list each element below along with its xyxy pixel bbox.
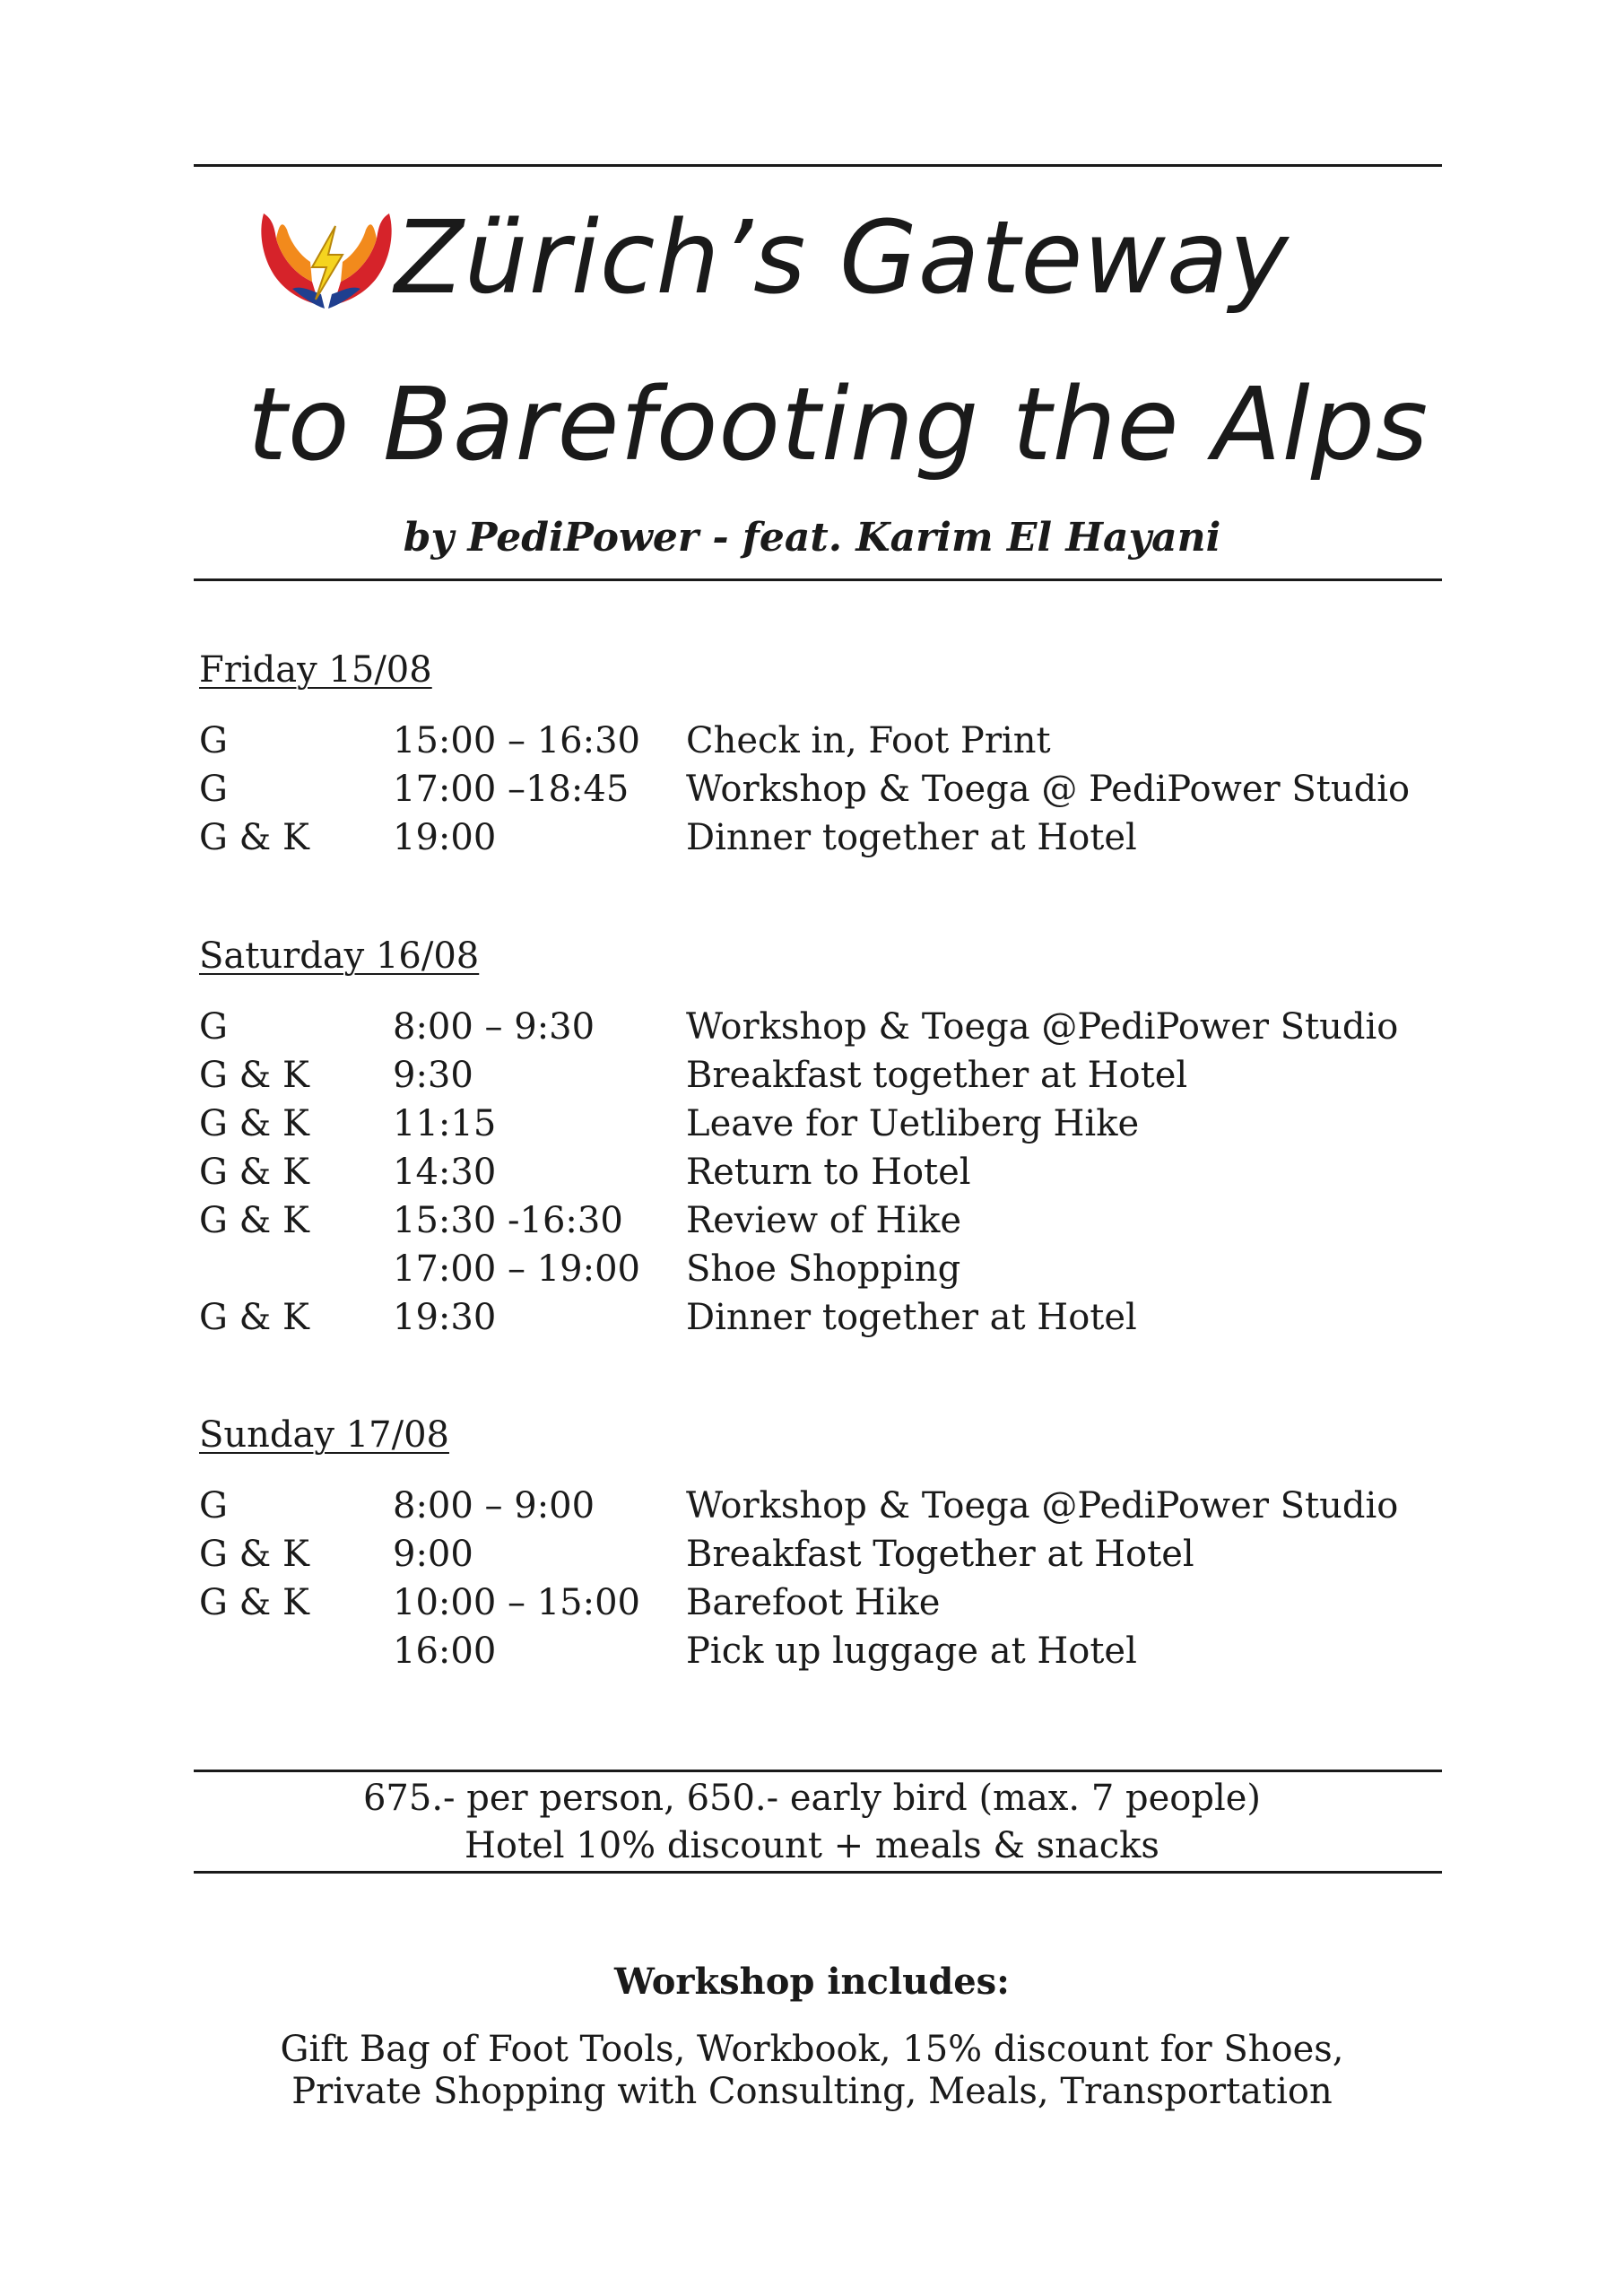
activity: Dinner together at Hotel xyxy=(686,817,1137,858)
title-line-1: Zürich’s Gateway xyxy=(395,200,1290,317)
participants: G & K xyxy=(199,1582,309,1623)
right-wing-blue xyxy=(328,288,360,309)
participants: G & K xyxy=(199,1534,309,1575)
activity: Breakfast Together at Hotel xyxy=(686,1534,1194,1575)
participants: G xyxy=(199,1006,228,1048)
schedule-row xyxy=(0,720,1624,771)
participants: G & K xyxy=(199,1297,309,1338)
schedule-row xyxy=(0,1057,1624,1106)
time-slot: 10:00 – 15:00 xyxy=(393,1582,640,1623)
time-slot: 17:00 –18:45 xyxy=(393,769,630,810)
schedule-row xyxy=(0,817,1624,868)
pricing-line-1: 675.- per person, 650.- early bird (max. 7 people) xyxy=(362,1778,1262,1819)
schedule-row xyxy=(0,1582,1624,1633)
activity: Review of Hike xyxy=(686,1200,961,1241)
day-heading-sunday: Sunday 17/08 xyxy=(199,1414,449,1456)
winged-feet-lightning-logo xyxy=(256,196,396,317)
time-slot: 15:30 -16:30 xyxy=(393,1200,623,1241)
time-slot: 11:15 xyxy=(393,1103,497,1144)
activity: Pick up luggage at Hotel xyxy=(686,1631,1137,1672)
schedule-row xyxy=(0,1297,1624,1348)
schedule-row xyxy=(0,771,1624,820)
activity: Leave for Uetliberg Hike xyxy=(686,1103,1140,1144)
schedule-row xyxy=(0,1200,1624,1251)
participants: G & K xyxy=(199,1055,309,1096)
time-slot: 14:30 xyxy=(393,1152,497,1193)
time-slot: 19:00 xyxy=(393,817,497,858)
activity: Check in, Foot Print xyxy=(686,720,1051,761)
activity: Workshop & Toega @PediPower Studio xyxy=(686,1006,1399,1048)
participants: G & K xyxy=(199,1152,309,1193)
participants: G xyxy=(199,769,228,810)
participants: G xyxy=(199,720,228,761)
participants: G & K xyxy=(199,817,309,858)
schedule-row xyxy=(0,1536,1624,1585)
byline: by PediPower - feat. Karim El Hayani xyxy=(403,515,1221,561)
time-slot: 8:00 – 9:00 xyxy=(393,1485,595,1526)
top-divider xyxy=(194,164,1442,167)
schedule-row xyxy=(0,1485,1624,1536)
header-divider xyxy=(194,578,1442,581)
participants: G xyxy=(199,1485,228,1526)
time-slot: 15:00 – 16:30 xyxy=(393,720,640,761)
title-line-2: to Barefooting the Alps xyxy=(248,367,1429,483)
activity: Barefoot Hike xyxy=(686,1582,941,1623)
lightning-bolt xyxy=(312,226,343,300)
time-slot: 8:00 – 9:30 xyxy=(393,1006,595,1048)
activity: Breakfast together at Hotel xyxy=(686,1055,1188,1096)
pricing-line-2: Hotel 10% discount + meals & snacks xyxy=(465,1825,1159,1866)
day-heading-saturday: Saturday 16/08 xyxy=(199,935,480,977)
includes-line-2: Private Shopping with Consulting, Meals, Transportation xyxy=(291,2071,1333,2112)
day-heading-friday: Friday 15/08 xyxy=(199,649,432,691)
activity: Workshop & Toega @PediPower Studio xyxy=(686,1485,1399,1526)
time-slot: 19:30 xyxy=(393,1297,497,1338)
participants: G & K xyxy=(199,1200,309,1241)
time-slot: 16:00 xyxy=(393,1631,497,1672)
activity: Dinner together at Hotel xyxy=(686,1297,1137,1338)
time-slot: 17:00 – 19:00 xyxy=(393,1248,640,1290)
schedule-row xyxy=(0,1633,1624,1682)
schedule-row xyxy=(0,1103,1624,1154)
schedule-row xyxy=(0,1154,1624,1203)
schedule-row xyxy=(0,1006,1624,1057)
pricing-bottom-divider xyxy=(194,1871,1442,1874)
activity: Workshop & Toega @ PediPower Studio xyxy=(686,769,1411,810)
activity: Shoe Shopping xyxy=(686,1248,961,1290)
participants: G & K xyxy=(199,1103,309,1144)
includes-line-1: Gift Bag of Foot Tools, Workbook, 15% discount for Shoes, xyxy=(280,2029,1344,2070)
includes-title: Workshop includes: xyxy=(614,1961,1010,2003)
time-slot: 9:30 xyxy=(393,1055,473,1096)
time-slot: 9:00 xyxy=(393,1534,473,1575)
pricing-top-divider xyxy=(194,1770,1442,1772)
schedule-row xyxy=(0,1248,1624,1300)
activity: Return to Hotel xyxy=(686,1152,971,1193)
